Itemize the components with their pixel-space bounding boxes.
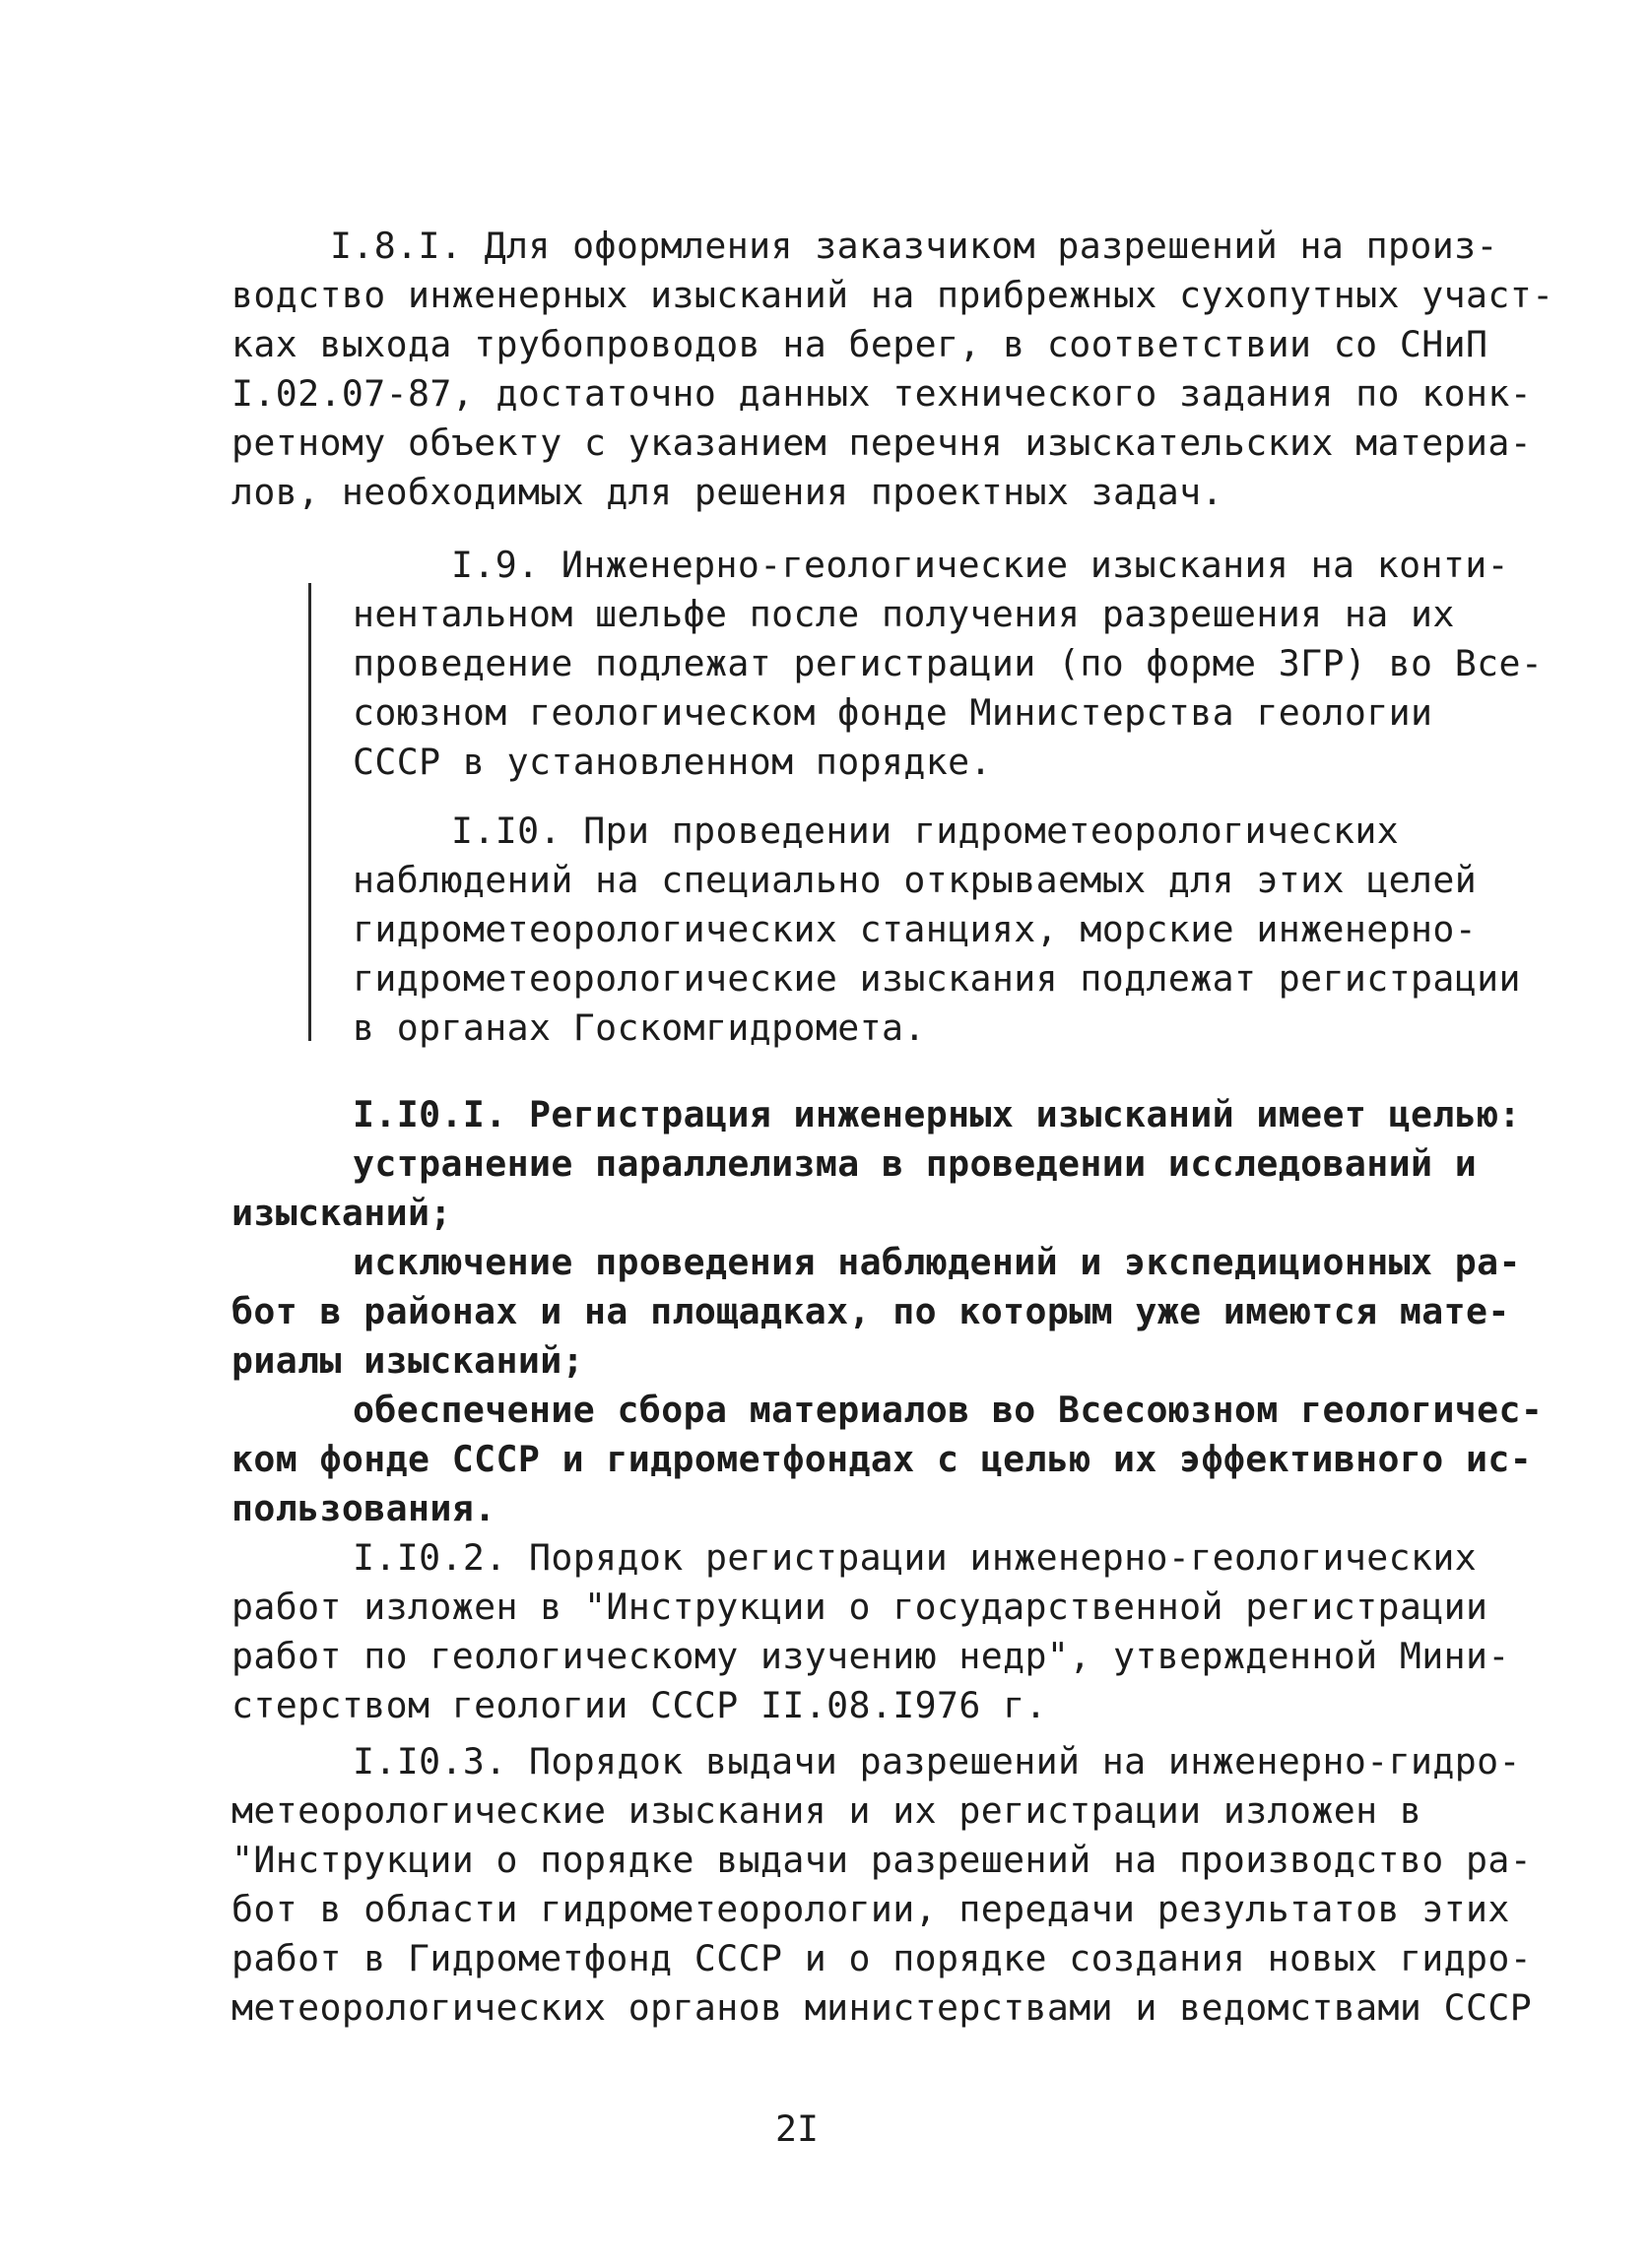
text-line: устранение параллелизма в проведении исследований и: [353, 1142, 1478, 1185]
text-line: работ в Гидрометфонд СССР и о порядке создания новых гидро-: [231, 1937, 1533, 1979]
text-line: I.02.07-87, достаточно данных технического задания по конк-: [231, 372, 1533, 415]
text-line: ком фонде СССР и гидрометфондах с целью их эффективного ис-: [231, 1438, 1533, 1480]
text-line: союзном геологическом фонде Министерства геологии: [353, 691, 1433, 734]
text-line: I.I0.I. Регистрация инженерных изысканий имеет целью:: [353, 1093, 1521, 1135]
text-line: "Инструкции о порядке выдачи разрешений на производство ра-: [231, 1839, 1533, 1881]
text-line: метеорологические изыскания и их регистрации изложен в: [231, 1789, 1422, 1832]
text-line: I.9. Инженерно-геологические изыскания на конти-: [451, 544, 1509, 586]
text-line: I.I0.3. Порядок выдачи разрешений на инженерно-гидро-: [353, 1740, 1521, 1782]
text-line: пользования.: [231, 1487, 496, 1529]
text-line: лов, необходимых для решения проектных задач.: [231, 471, 1223, 513]
text-line: в органах Госкомгидромета.: [353, 1006, 926, 1049]
text-line: ретному объекту с указанием перечня изыскательских материа-: [231, 421, 1533, 464]
text-line: метеорологических органов министерствами и ведомствами СССР: [231, 1986, 1533, 2029]
text-line: I.I0.2. Порядок регистрации инженерно-геологических: [353, 1536, 1478, 1579]
revision-margin-bar: [308, 583, 311, 1041]
text-line: работ изложен в "Инструкции о государственной регистрации: [231, 1586, 1488, 1628]
text-line: ках выхода трубопроводов на берег, в соответствии со СНиП: [231, 323, 1488, 365]
text-line: бот в районах и на площадках, по которым уже имеются мате-: [231, 1290, 1510, 1332]
text-line: стерством геологии СССР II.08.I976 г.: [231, 1684, 1047, 1726]
text-line: гидрометеорологические изыскания подлежат регистрации: [353, 957, 1521, 1000]
text-line: риалы изысканий;: [231, 1339, 584, 1382]
text-line: I.I0. При проведении гидрометеорологических: [451, 810, 1400, 852]
page-number: 2I: [775, 2107, 819, 2150]
text-line: исключение проведения наблюдений и экспедиционных ра-: [353, 1241, 1521, 1283]
text-line: работ по геологическому изучению недр", утвержденной Мини-: [231, 1635, 1510, 1677]
text-line: бот в области гидрометеорологии, передачи результатов этих: [231, 1888, 1510, 1930]
text-line: I.8.I. Для оформления заказчиком разрешений на произ-: [330, 225, 1498, 267]
text-line: водство инженерных изысканий на прибрежных сухопутных участ-: [231, 274, 1554, 316]
text-line: гидрометеорологических станциях, морские инженерно-: [353, 908, 1478, 950]
text-line: проведение подлежат регистрации (по форме ЗГР) во Все-: [353, 642, 1544, 684]
text-line: наблюдений на специально открываемых для этих целей: [353, 859, 1478, 901]
text-line: изысканий;: [231, 1192, 452, 1234]
text-line: нентальном шельфе после получения разрешения на их: [353, 593, 1455, 635]
text-line: обеспечение сбора материалов во Всесоюзном геологичес-: [353, 1389, 1544, 1431]
text-line: СССР в установленном порядке.: [353, 741, 992, 783]
